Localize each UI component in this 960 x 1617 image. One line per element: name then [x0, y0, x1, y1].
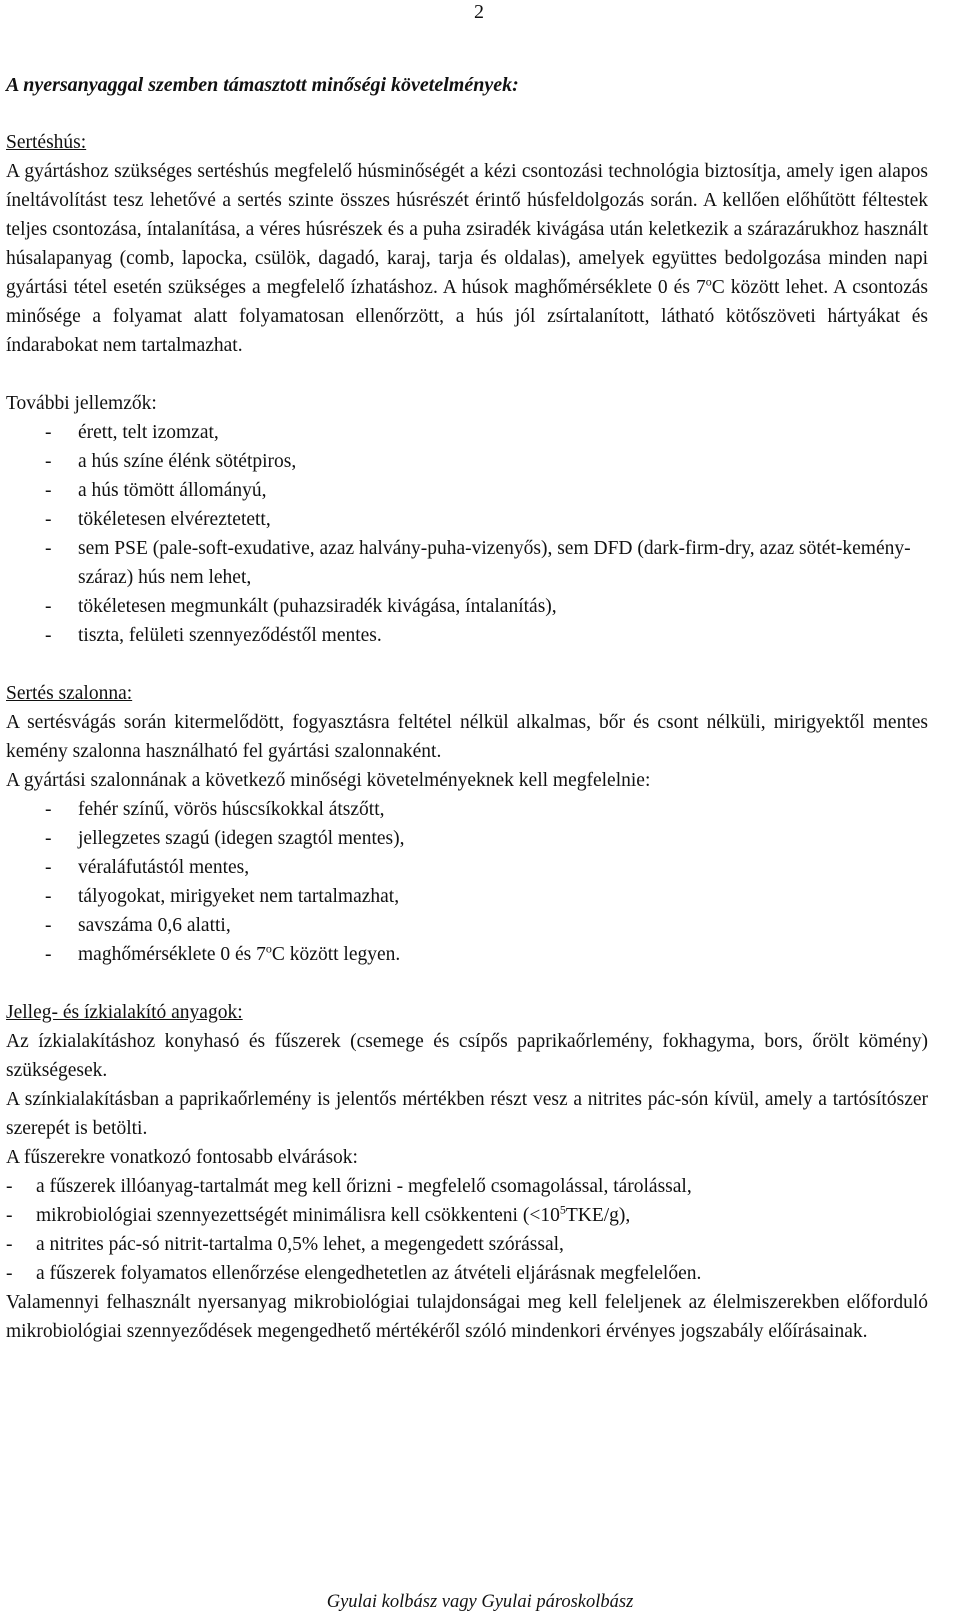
core-temp-text-1: maghőmérséklete 0 és 7	[78, 944, 266, 965]
spices-paragraph-3: A fűszerekre vonatkozó fontosabb elvárások:	[6, 1147, 358, 1168]
list-item: - véraláfutástól mentes,	[6, 853, 928, 882]
bacon-paragraph-2: A gyártási szalonnának a következő minőségi követelményeknek kell megfelelnie:	[6, 770, 651, 791]
degree-sup: o	[265, 941, 272, 956]
section-heading-spices: Jelleg- és ízkialakító anyagok:	[6, 1002, 243, 1023]
list-item: - tökéletesen megmunkált (puhazsiradék kivágása, íntalanítás),	[6, 592, 928, 621]
spices-paragraph-4: Valamennyi felhasznált nyersanyag mikrobiológiai tulajdonságai meg kell feleljenek az élelmiszerekben előforduló mikrobiológiai szennyeződések megengedhető mértékéről szóló mindenkori érvényes jogszabály előírásainak.	[6, 1292, 928, 1342]
degree-sup: o	[705, 274, 712, 289]
features-label: További jellemzők:	[6, 393, 157, 414]
list-item: - a fűszerek folyamatos ellenőrzése elengedhetetlen az átvételi eljárásnak megfelelően.	[6, 1259, 928, 1288]
list-item: - fehér színű, vörös húscsíkokkal átszőtt,	[6, 795, 928, 824]
page-footer: Gyulai kolbász vagy Gyulai pároskolbász	[326, 1592, 634, 1612]
list-item	[6, 1201, 928, 1230]
bacon-paragraph-1: A sertésvágás során kitermelődött, fogyasztásra feltétel nélkül alkalmas, bőr és csont nélküli, mirigyektől mentes kemény szalonna használható fel gyártási szalonnaként.	[6, 712, 928, 762]
spices-paragraph-2: A színkialakításban a paprikaőrlemény is jelentős mértékben részt vesz a nitrites pác-són kívül, amely a tartósítószer szerepét is betölti.	[6, 1089, 928, 1139]
features-list	[6, 418, 928, 650]
pork-paragraph	[6, 157, 928, 360]
list-item: - a fűszerek illóanyag-tartalmát meg kell őrizni - megfelelő csomagolással, tárolással,	[6, 1172, 928, 1201]
exponent-sup: 5	[559, 1202, 566, 1217]
page-title: A nyersanyaggal szemben támasztott minőségi követelmények:	[6, 74, 519, 96]
pork-paragraph-part-2: C között lehet. A csontozás minősége a folyamat alatt folyamatosan ellenőrzött, a hús jól zsírtalanított, látható kötőszöveti hártyákat és índarabokat nem tartalmazhat.	[6, 277, 928, 356]
microbio-text-1: mikrobiológiai szennyezettségét minimálisra kell csökkenteni (<10	[36, 1205, 560, 1226]
list-item: - tiszta, felületi szennyeződéstől mentes.	[6, 621, 928, 650]
list-item	[6, 940, 928, 969]
microbio-text-2: TKE/g),	[565, 1205, 631, 1226]
list-item: - tökéletesen elvéreztetett,	[6, 505, 928, 534]
spice-requirements-list	[6, 1172, 928, 1288]
list-item: - tályogokat, mirigyeket nem tartalmazhat,	[6, 882, 928, 911]
document-body	[6, 71, 928, 1346]
page-number: 2	[474, 1, 484, 23]
core-temp-text-2: C között legyen.	[271, 944, 401, 965]
section-heading-pork: Sertéshús:	[6, 132, 87, 153]
list-item: - a nitrites pác-só nitrit-tartalma 0,5% lehet, a megengedett szórással,	[6, 1230, 928, 1259]
list-item: - érett, telt izomzat,	[6, 418, 928, 447]
list-item: - sem PSE (pale-soft-exudative, azaz halvány-puha-vizenyős), sem DFD (dark-firm-dry, azaz sötét-kemény-száraz) hús nem lehet,	[6, 534, 928, 592]
pork-paragraph-part-1: A gyártáshoz szükséges sertéshús megfelelő húsminőségét a kézi csontozási technológia biztosítja, amely igen alapos íneltávolítást tesz lehetővé a sertés szinte összes húsrészét érintő húsfeldolgozás során. A kellően előhűtött féltestek teljes csontozása, íntalanítása, a véres húsrészek és a puha zsiradék kivágása után keletkezik a szárazárukhoz használt húsalapanyag (comb, lapocka, csülök, dagadó, karaj, tarja és oldalas), amelyek együttes bedolgozása minden napi gyártási tétel esetén szükséges a megfelelő ízhatáshoz. A húsok maghőmérséklete 0 és 7	[6, 161, 928, 298]
list-item: - a hús tömött állományú,	[6, 476, 928, 505]
list-item: - a hús színe élénk sötétpiros,	[6, 447, 928, 476]
list-item: - savszáma 0,6 alatti,	[6, 911, 928, 940]
section-heading-bacon: Sertés szalonna:	[6, 683, 133, 704]
list-item: - jellegzetes szagú (idegen szagtól mentes),	[6, 824, 928, 853]
spices-paragraph-1: Az ízkialakításhoz konyhasó és fűszerek (csemege és csípős paprikaőrlemény, fokhagyma, bors, őrölt kömény) szükségesek.	[6, 1031, 928, 1081]
bacon-requirements-list	[6, 795, 928, 969]
